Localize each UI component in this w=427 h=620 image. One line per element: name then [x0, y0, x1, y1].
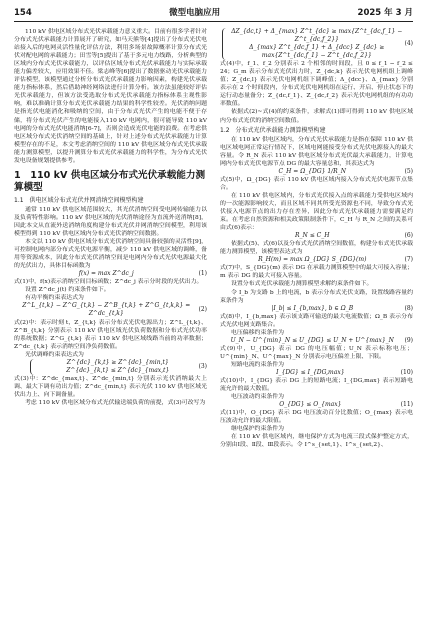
- equation-body: R_N ≤ C_H: [295, 232, 330, 240]
- equation-3: [14, 359, 207, 375]
- equation-number: (7): [404, 256, 413, 264]
- subsection-heading-1-2: 1.2 分布式光伏承载能力测算模型构建: [220, 126, 326, 134]
- equation-10: [220, 369, 413, 377]
- paragraph: 光伏调峰约束表达式为: [25, 351, 84, 358]
- equation-line: Z^{dc}_{k,t} ≤ Z^{dc}_{max,t}: [66, 366, 170, 374]
- paragraph: 设置 Z^dc_j(t) 约束条件如下。: [25, 287, 110, 294]
- paragraph: 式(5)中，Ω_{DG} 表示 110 kV 供电区域内接入分布式光伏电源节点集合。: [220, 176, 413, 191]
- equation-body: Z^L_{t,k} − Z^G_{t,k} − Z^B_{t,k} + Z^G_{t,k,k} = Z^dc_{t,k}: [22, 302, 191, 318]
- paragraph: 短路电流约束条件为: [231, 361, 285, 368]
- paragraph: 式(7)中，S_{DG}(m) 表示 DG 在承载力测算模型中的最大可接入容量；m 表示 DG 的最大可接入容量。: [220, 265, 413, 280]
- running-header: [14, 6, 413, 22]
- paragraph: 式(3)中：Z^dc_{max,t}、Z^dc_{min,t} 分别表示光伏消纳最大上调、最大下调有功出力值；Z^dc_{min,t} 表示光伏 110 kV 供电区域光伏出力上、向下调备量。: [14, 375, 207, 398]
- paragraph: 式(9)中，U_{DG} 表示 DG 的电压幅值；U_N 表示标称电压；U^{min}_N、U^{max}_N 分别表示电压偏差上限、下限。: [220, 345, 413, 360]
- equation-body: C_H = Ω_{DG} 1/R_N: [278, 167, 346, 175]
- equation-brace: [222, 28, 405, 60]
- paragraph: 继电保护约束条件为: [231, 426, 285, 433]
- equation-number: (5): [404, 167, 413, 175]
- equation-body: R_H(m) = max Ω_{DG} S_{DG}(m): [258, 256, 367, 264]
- issue-date: 2025 年 3 月: [357, 8, 413, 18]
- equation-9: [220, 337, 413, 345]
- page-number: 154: [14, 8, 32, 18]
- paragraph: 令 I_b 为支路 b 上的电流，b 表示分布式光伏支路，设置线路容量约束条件为: [220, 289, 413, 304]
- paragraph: 在 110 kV 供电区域内，分布式光伏接入点的承载能力受供电区域内的一次能源影响较大，而且区域不同其所受光资源也不同，导致分布式光伏接入电源节点的出力存在差异，因此分布式光伏承载能力需要满足约束。在考虑自然资源和相关政策限制条件下，C_H 与 R_N 之间的关系可由式(6)表示：: [220, 192, 413, 232]
- left-column: [14, 28, 207, 449]
- intro-paragraph: 110 kV 供电区域分布式光伏承载能力意义重大。目前有很多学者针对分布式光伏承载能力计算展开了研究，如马天熊等[4]提出了分布式光伏电站接入后的电网灵活性量化评估方法，利用多场景故障概率计算分布式光伏对配电网的承载能力；田雪等[5]提出了基于多元电力线路，分析典型的区域内分布式光伏承载能力，以评估区域分布式光伏承载能力与实际承载能力偏差较大，应用效果不佳。梁志峰等[6]提出了数据驱动光伏承载能力评估模型，该模型通过分析分布式光伏承载能力影响因素，构建光伏承载能力指标体系，然后借助神经网络法进行计算分析。该方法虽能较好评估光伏承载能力，但该方法受选取分布式光伏承载能力指标体系主观性影响，难以准确计算分布式光伏承载能力结果的科学性较差。光伏消纳问题是指光伏电能消化和吸纳的空间，由于分布式光伏产生的电能不便于存储，将分布式光伏产生的电能接入110 kV 电网内，很可能导致 110 kV 电网的分布式光伏电能消纳[6-7]，否则会造成光伏电能的浪费。在考虑供电区域分布式光伏消纳空间的基础上，针对上述分布式光伏承载能力计算模型存在的不足，本文考虑消纳空间的 110 kV 供电区域分布式光伏承载能力测算模型，以提升测算分布式光伏承载能力的科学性，为分布式光伏发电设备规划提供参考。: [14, 29, 207, 164]
- paragraph: 式(8)中，I_{b,max} 表示该支路可输送的最大电流数值；Ω_B 表示分布式光伏电网支路集合。: [220, 313, 413, 328]
- equation-number: (9): [404, 336, 413, 344]
- paragraph: 考虑 110 kV 供电区域分布式光伏输送端负荷的前提，式(3)可改写为: [25, 399, 206, 406]
- paragraph: 本文以 110 kV 供电区域分布式光伏消纳空间具备较强的灵活性[9]，可控制电网内部分布式光伏电源平衡，减少 110 kV 供电区域的调峰，备用等资源成本，因此分布式光伏消纳空间是电网内分布式光伏电源最大化的光伏出力，具体目标函数为: [14, 239, 207, 270]
- paragraph: 式(4)中，f_1、f_2 分别表示 2 个相邻的时间段，且 0 ≤ f_1 − f_2 ≤ 24；G_m 表示分布式光伏出力时，Z_{dc,k} 表示光伏电网机组上调峰值；Z_{dc,l} 表示光伏电网机组下调峰值；Δ_{dcc}、Δ_{max} 分别表示在 2 个时间段内，分布式光伏电网机组在运行、开启、停止状态下的运行动态量备分；Z_{dc,f_1}、Z_{dc,f_2} 表示光伏电网机组的有功功率数值。: [220, 61, 413, 108]
- paragraph: 设置分布式光伏承载能力测算模型求解约束条件如下。: [231, 281, 373, 288]
- paragraph: 式(2)中：表示时刻 t，Z_{t,k} 表示分布式光伏电源出力；Z^L_{t,k}、Z^B_{t,k} 分别表示 110 kV 供电区域光伏负荷数据和分布式光伏功率的系统数据；Z^G_{t,k} 表示 110 kV 供电区域线路当前的功率数据；Z^dc_{t,k} 表示消纳空间净负荷数值。: [14, 319, 207, 350]
- paragraph: 在 110 kV 供电区域内，继电保护方式为电流三段式保护整定方式，分别由Ⅰ段、Ⅱ段、Ⅲ段表示。令 I^s_{set,1}、I^s_{set,2}、: [220, 434, 413, 449]
- equation-8: [220, 305, 413, 313]
- paragraph: 电压偏移约束条件为: [231, 329, 285, 336]
- equation-body: U_N − U^{min}_N ≤ U_{DG} ≤ U_N + U^{max}_N: [230, 336, 394, 344]
- equation-number: (2): [198, 306, 207, 314]
- journal-name: 微型电脑应用: [169, 8, 221, 18]
- paragraph: 式(1)中，f(x)表示消纳空间目标函数；Z^dc_j 表示分时段的光伏出力。: [14, 279, 203, 286]
- equation-5: [220, 168, 413, 176]
- two-column-body: [14, 28, 413, 449]
- equation-2: [14, 302, 207, 318]
- paragraph: 电压波动约束条件为: [231, 394, 285, 401]
- equation-6: [220, 232, 413, 240]
- equation-11: [220, 401, 413, 409]
- section-heading-1: 1 110 kV 供电区域分布式光伏承载能力测算模型: [14, 169, 206, 193]
- equation-brace: [30, 359, 199, 375]
- equation-number: (4): [404, 40, 413, 48]
- paragraph: 依据式(5)、式(6)以及分布式光伏消纳空间数值，构建分布式光伏承载能力测算模型，该模型表达式为: [220, 241, 413, 256]
- paragraph: 有功平衡约束表达式为: [25, 295, 84, 302]
- right-column: [220, 28, 413, 449]
- paragraph: 在 110 kV 供电区域内，分布式光伏承载能力是指在保障 110 kV 供电区域电网正常运行情况下，区域电网能接受分布式光伏电源接入的最大容量。令 R_N 表示 110 kV 供电区域分布式光伏最大承载能力，计算电网内分布式光伏电源节点 DG 的最大容量总和，其表达式为: [220, 136, 413, 167]
- equation-4: [220, 28, 413, 60]
- equation-body: O_{DG} ≤ O_{max}: [279, 401, 342, 409]
- equation-number: (8): [404, 304, 413, 312]
- equation-line: Z^{dc}_{k,t} ≥ Z^{dc}_{min,t}: [66, 358, 169, 366]
- equation-number: (1): [198, 270, 207, 278]
- equation-number: (10): [400, 368, 413, 376]
- equation-line: ΔZ_{dc,t} + Δ_{max} Z^t_{dc} ≥ max{Z^t_{dc,f_1} − Z^t_{dc,f_2}}: [231, 28, 403, 44]
- paragraph: 依据式(2)~式(4)的约束条件，求解式(1)即可得到 110 kV 供电区域内分布式光伏的消纳空间数值。: [220, 109, 413, 124]
- paragraph: 式(10)中，I_{DG} 表示 DG 上的短路电流；I_{DG,max} 表示短路电流允许的最大数值。: [220, 378, 413, 393]
- equation-line: Δ_{max} Z^t_{dc,f_1} + Δ_{dcc} Z_{dc} ≥ max{Z^t_{dc,f_1} − Z^t_{dc,f_2}}: [249, 44, 385, 60]
- equation-number: (3): [198, 362, 207, 370]
- equation-body: f(x) = max Z^dc_j: [78, 270, 134, 278]
- equation-body: |I_b| ≤ I_{b,max}, b ∈ Ω_B: [271, 304, 354, 312]
- equation-body: I_{DG} ≤ I_{DG,max}: [276, 368, 345, 376]
- equation-number: (6): [404, 232, 413, 240]
- equation-number: (11): [400, 401, 413, 409]
- equation-7: [220, 256, 413, 264]
- equation-1: [14, 270, 207, 278]
- subsection-heading-1-1: 1.1 供电区域分布式光伏并网消纳空间模型构建: [14, 196, 144, 204]
- paragraph: 通常 110 kV 供电区域范围较大，其光伏消纳空间受电网传输能力以及负荷特性影响。110 kV 供电区域的光伏消纳途径为直流外送消纳[8]，因此本文从直流外送消纳角度构建分布式光伏并网消纳空间模型，利用该模型得到 110 kV 供电区域内分布式光伏消纳空间数据。: [14, 206, 207, 237]
- paragraph: 式(11)中，O_{DG} 表示 DG 电压波动百分比数值；O_{max} 表示电压波动允许的最大限值。: [220, 410, 413, 425]
